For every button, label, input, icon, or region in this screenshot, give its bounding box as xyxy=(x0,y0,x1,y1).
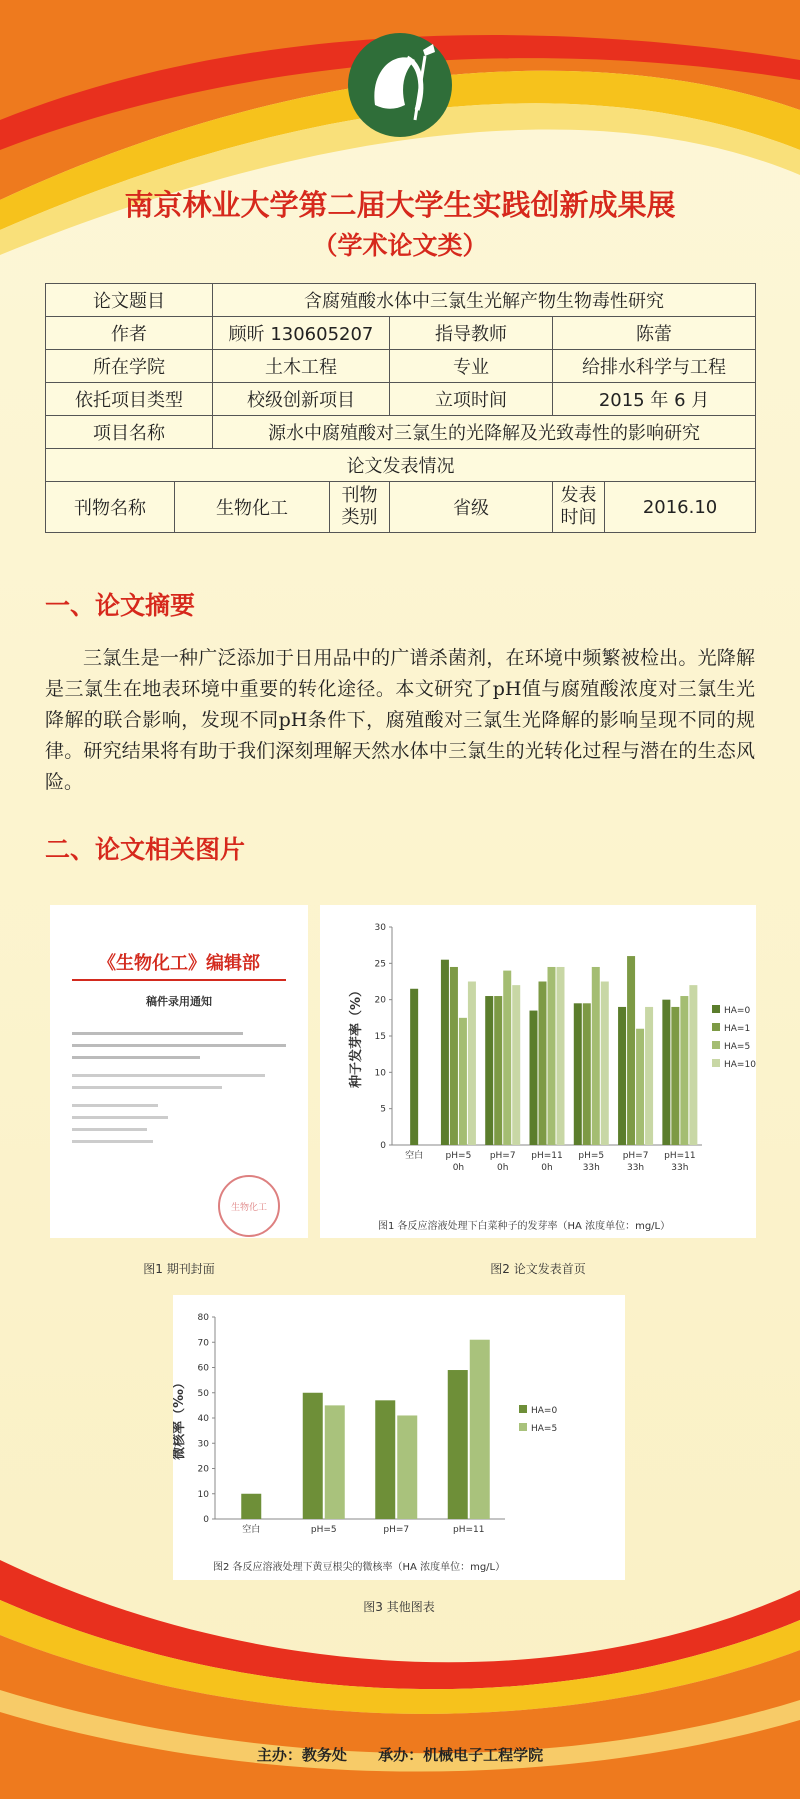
figure-3-image xyxy=(173,1295,625,1580)
journal-type-value: 省级 xyxy=(390,482,553,533)
bar xyxy=(548,967,556,1145)
y-tick-label: 70 xyxy=(197,1338,209,1349)
college-label: 所在学院 xyxy=(46,350,213,383)
bar xyxy=(325,1405,345,1519)
bar xyxy=(241,1494,261,1519)
bar xyxy=(662,1000,670,1145)
advisor-label: 指导教师 xyxy=(390,317,553,350)
bar xyxy=(494,996,502,1145)
legend-label: HA=10 xyxy=(724,1060,756,1070)
y-tick-label: 20 xyxy=(374,995,386,1006)
legend-swatch xyxy=(519,1423,527,1431)
bar xyxy=(539,982,547,1146)
y-tick-label: 50 xyxy=(197,1388,209,1399)
journal-value: 生物化工 xyxy=(175,482,330,533)
project-name-label: 项目名称 xyxy=(46,416,213,449)
x-tick-label: pH=7 xyxy=(489,1151,516,1161)
figure-1-caption: 图1 期刊封面 xyxy=(143,1262,215,1276)
bar xyxy=(592,967,600,1145)
x-tick-label: 0h xyxy=(541,1163,553,1173)
info-table xyxy=(45,283,756,533)
doc-divider xyxy=(72,979,286,981)
legend-label: HA=5 xyxy=(531,1424,558,1434)
legend-label: HA=5 xyxy=(724,1042,751,1052)
legend-swatch xyxy=(712,1041,720,1049)
bar xyxy=(450,967,458,1145)
bar xyxy=(448,1370,468,1519)
bar xyxy=(627,956,635,1145)
legend-label: HA=1 xyxy=(724,1024,751,1034)
x-tick-label: pH=11 xyxy=(531,1151,563,1161)
project-type-value: 校级创新项目 xyxy=(213,383,390,416)
bar xyxy=(441,960,449,1145)
y-tick-label: 0 xyxy=(203,1515,209,1525)
start-time-value: 2015 年 6 月 xyxy=(553,383,756,416)
start-time-label: 立项时间 xyxy=(390,383,553,416)
x-tick-label: pH=11 xyxy=(664,1151,696,1161)
x-tick-label: 空白 xyxy=(242,1525,261,1535)
section-abstract-heading: 一、论文摘要 xyxy=(45,591,196,620)
bar xyxy=(583,1003,591,1145)
stamp-text: 生物化工 xyxy=(230,1202,267,1213)
major-label: 专业 xyxy=(390,350,553,383)
figure-3-caption: 图3 其他图表 xyxy=(363,1600,435,1614)
x-tick-label: 33h xyxy=(671,1163,689,1173)
bar xyxy=(618,1007,626,1145)
x-tick-label: 33h xyxy=(582,1163,600,1173)
footer-organizers: 主办：教务处 承办：机械电子工程学院 xyxy=(256,1746,544,1764)
bar xyxy=(645,1007,653,1145)
paper-title-label: 论文题目 xyxy=(46,284,213,317)
publication-header: 论文发表情况 xyxy=(46,449,756,482)
bar xyxy=(557,967,565,1145)
legend-label: HA=0 xyxy=(724,1006,751,1016)
legend-swatch xyxy=(519,1405,527,1413)
legend-swatch xyxy=(712,1023,720,1031)
y-tick-label: 60 xyxy=(197,1363,209,1374)
y-tick-label: 80 xyxy=(197,1313,209,1323)
x-tick-label: 0h xyxy=(452,1163,465,1173)
x-tick-label: 空白 xyxy=(405,1151,424,1161)
y-tick-label: 10 xyxy=(197,1489,209,1500)
x-tick-label: 33h xyxy=(626,1163,645,1173)
x-tick-label: pH=11 xyxy=(453,1525,485,1535)
germination-chart xyxy=(320,905,756,1238)
journal-label: 刊物名称 xyxy=(46,482,175,533)
figure-1-image xyxy=(50,905,308,1238)
author-value: 顾昕 130605207 xyxy=(213,317,390,350)
pub-time-label: 发表时间 xyxy=(553,482,605,533)
bar xyxy=(397,1415,417,1519)
x-tick-label: pH=5 xyxy=(578,1151,605,1161)
bar xyxy=(574,1003,582,1145)
abstract-text: 三氯生是一种广泛添加于日用品中的广谱杀菌剂，在环境中频繁被检出。光降解是三氯生在地表环境中重要的转化途径。本文研究了pH值与腐殖酸浓度对三氯生光降解的联合影响，发现不同pH条件下，腐殖酸对三氯生光降解的影响呈现不同的规律。研究结果将有助于我们深刻理解天然水体中三氯生的光转化过程与潜在的生态风险。 xyxy=(45,647,755,793)
y-tick-label: 15 xyxy=(374,1032,386,1042)
bar xyxy=(636,1029,644,1145)
y-axis-label: 微核率（‰） xyxy=(173,1376,187,1460)
poster-subtitle: （学术论文类） xyxy=(312,231,488,260)
chart-2-caption: 图2 各反应溶液处理下黄豆根尖的微核率（HA 浓度单位：mg/L） xyxy=(213,1562,506,1573)
major-value: 给排水科学与工程 xyxy=(553,350,756,383)
figure-2-image xyxy=(320,905,756,1238)
stamp xyxy=(218,1175,280,1237)
bar xyxy=(470,1340,490,1519)
bar xyxy=(410,989,418,1145)
y-tick-label: 5 xyxy=(380,1104,386,1115)
figure-2-caption: 图2 论文发表首页 xyxy=(490,1262,586,1276)
section-figures-heading: 二、论文相关图片 xyxy=(45,835,246,864)
y-tick-label: 10 xyxy=(374,1068,386,1079)
chart-1-caption: 图1 各反应溶液处理下白菜种子的发芽率（HA 浓度单位：mg/L） xyxy=(378,1221,671,1232)
bar xyxy=(512,985,520,1145)
doc-body-lines xyxy=(72,1023,286,1152)
x-tick-label: pH=7 xyxy=(383,1525,410,1535)
bar xyxy=(503,971,511,1145)
project-name-value: 源水中腐殖酸对三氯生的光降解及光致毒性的影响研究 xyxy=(213,416,756,449)
bar xyxy=(485,996,493,1145)
x-tick-label: 0h xyxy=(496,1163,509,1173)
bar xyxy=(680,996,688,1145)
advisor-value: 陈蕾 xyxy=(553,317,756,350)
bar xyxy=(689,985,697,1145)
legend-swatch xyxy=(712,1005,720,1013)
legend-swatch xyxy=(712,1059,720,1067)
bar xyxy=(459,1018,467,1145)
y-tick-label: 0 xyxy=(380,1141,386,1151)
journal-type-label: 刊物类别 xyxy=(330,482,390,533)
doc-header: 《生物化工》编辑部 xyxy=(98,953,260,974)
doc-title: 稿件录用通知 xyxy=(146,995,212,1008)
y-tick-label: 25 xyxy=(374,959,386,970)
bar xyxy=(375,1400,395,1519)
university-logo xyxy=(345,30,455,140)
bar xyxy=(468,982,476,1146)
x-tick-label: pH=7 xyxy=(622,1151,649,1161)
bar xyxy=(671,1007,679,1145)
pub-time-value: 2016.10 xyxy=(605,482,756,533)
x-tick-label: pH=5 xyxy=(445,1151,472,1161)
poster-title: 南京林业大学第二届大学生实践创新成果展 xyxy=(124,188,676,222)
micronucleus-chart xyxy=(173,1295,625,1580)
paper-title-value: 含腐殖酸水体中三氯生光解产物生物毒性研究 xyxy=(213,284,756,317)
author-label: 作者 xyxy=(46,317,213,350)
y-tick-label: 40 xyxy=(197,1414,209,1424)
bar xyxy=(530,1011,538,1145)
y-tick-label: 20 xyxy=(197,1464,209,1475)
bar xyxy=(303,1393,323,1519)
project-type-label: 依托项目类型 xyxy=(46,383,213,416)
y-tick-label: 30 xyxy=(374,923,386,933)
college-value: 土木工程 xyxy=(213,350,390,383)
legend-label: HA=0 xyxy=(531,1406,558,1416)
bar xyxy=(601,982,609,1146)
y-tick-label: 30 xyxy=(197,1439,209,1450)
y-axis-label: 种子发芽率（%） xyxy=(349,983,364,1089)
x-tick-label: pH=5 xyxy=(310,1525,337,1535)
